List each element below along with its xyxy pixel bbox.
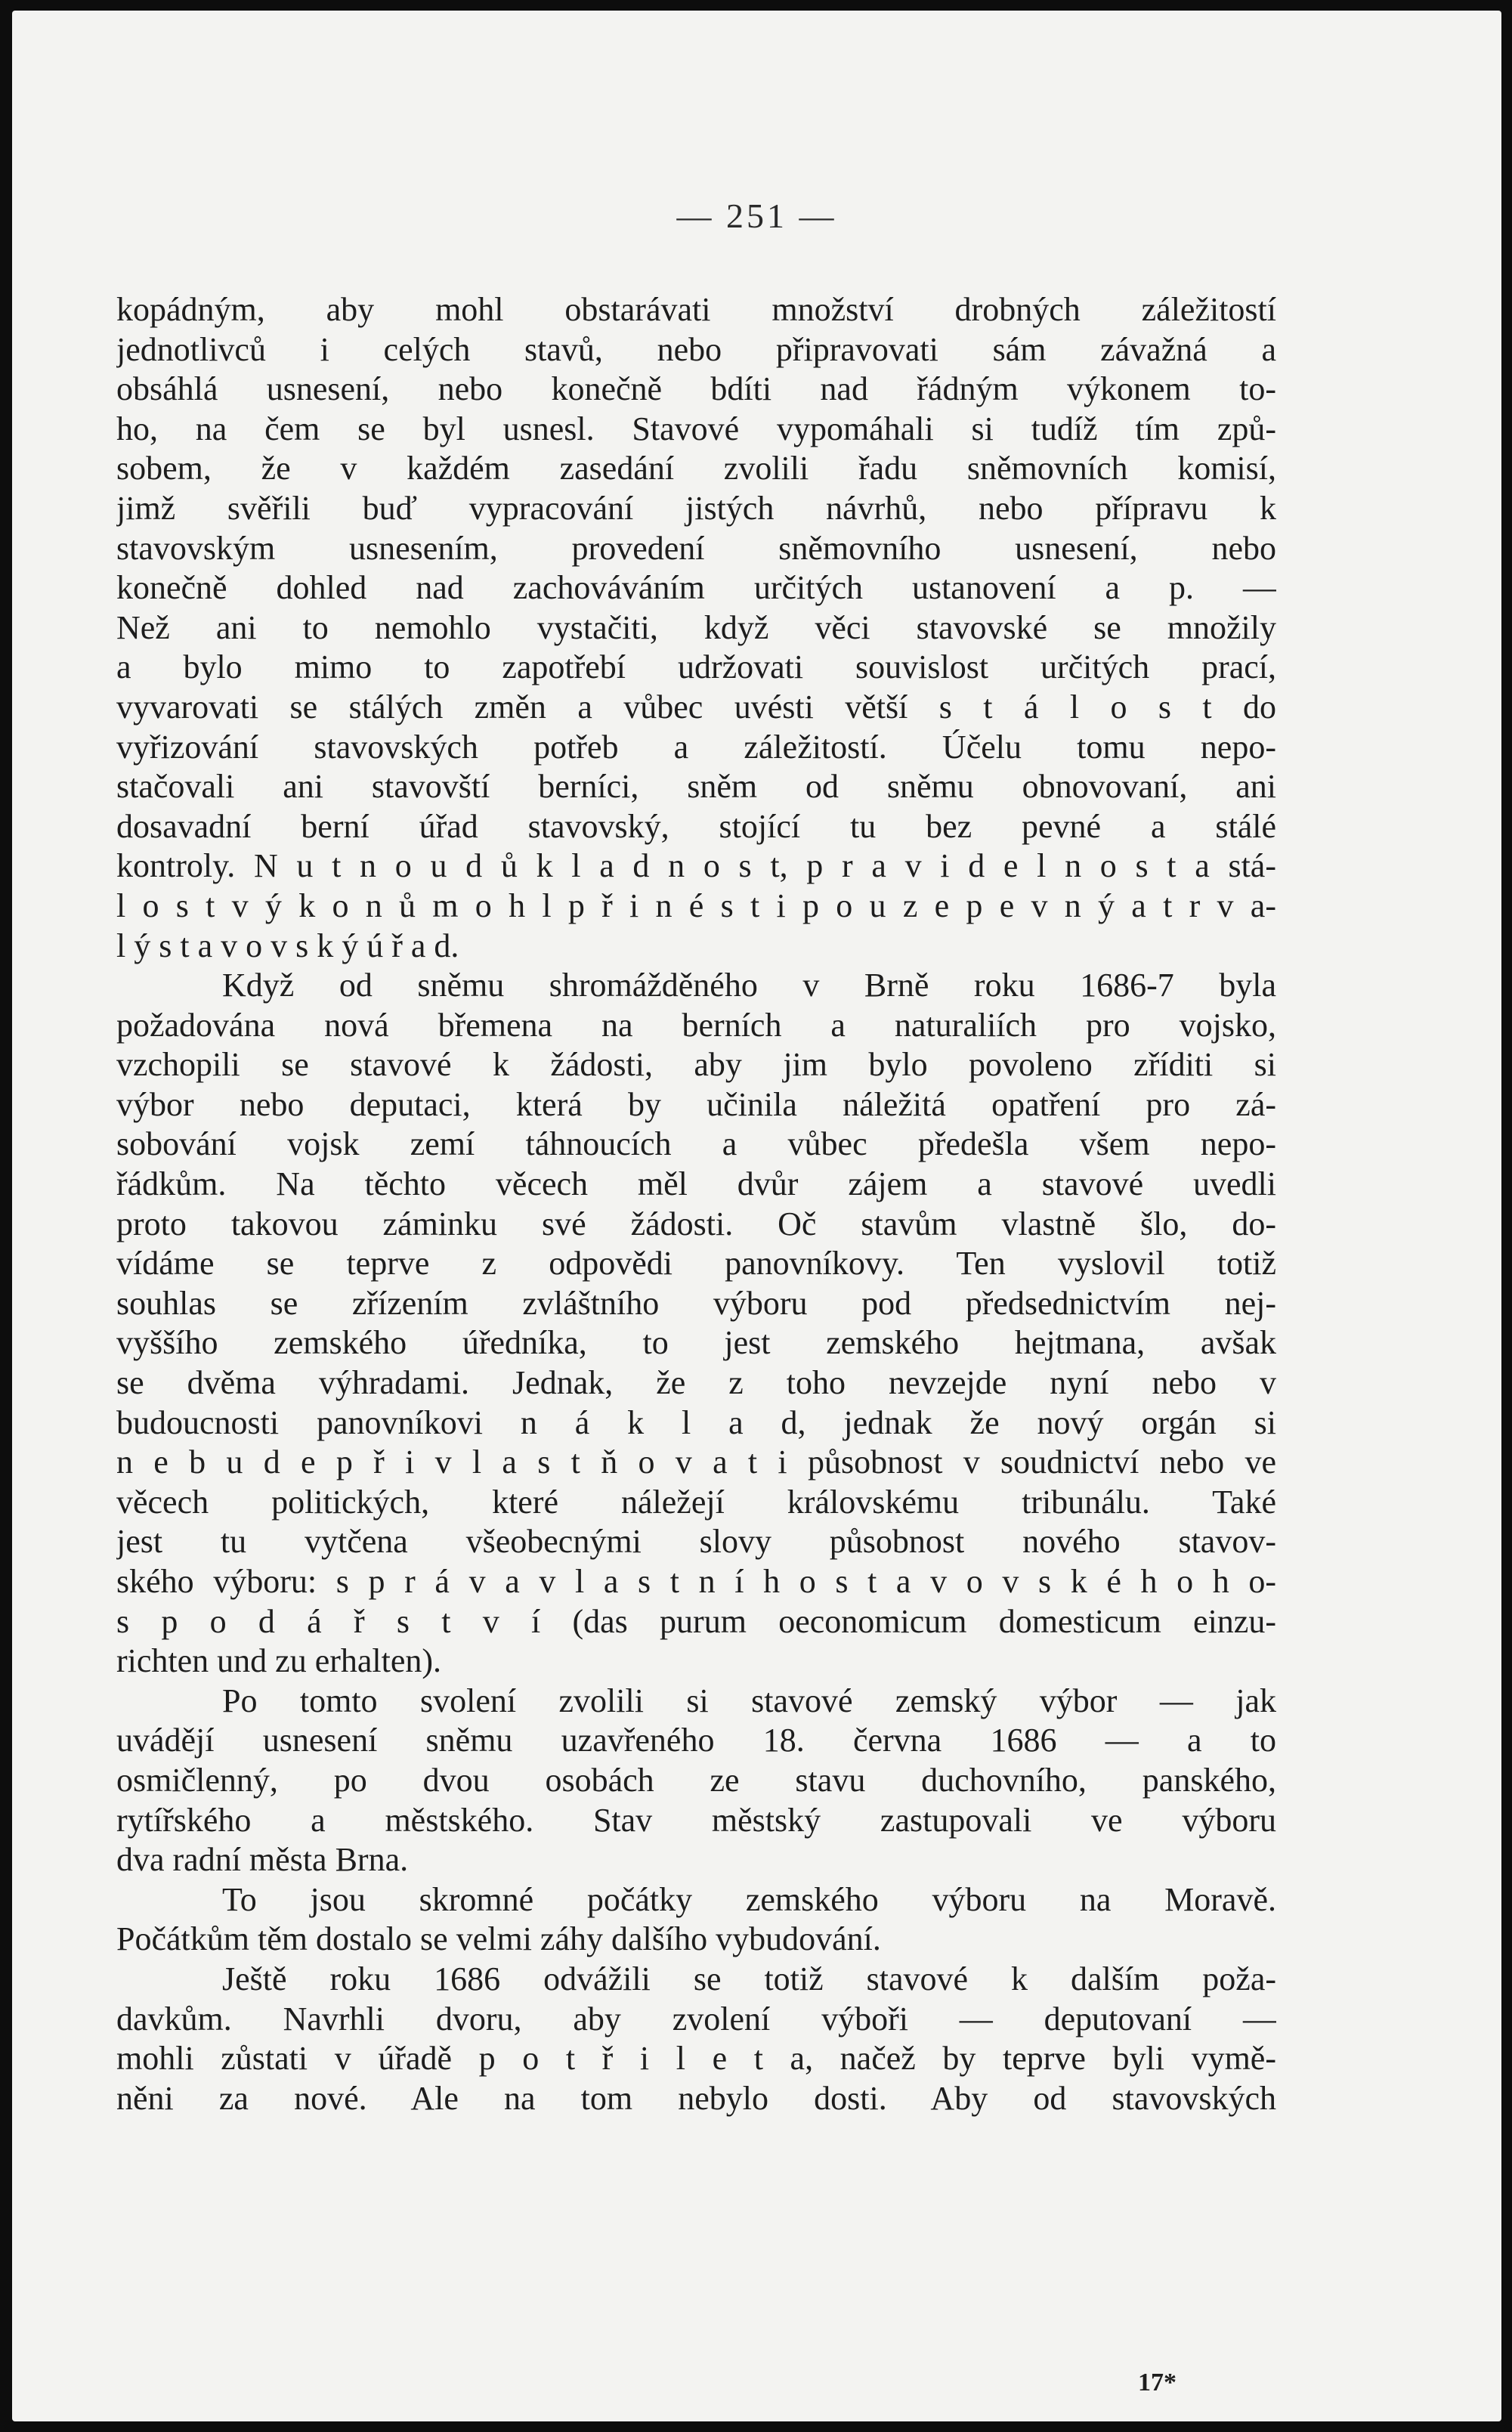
text-line: kopádným, aby mohl obstarávati množství drobných záležitostí [116,291,1276,328]
text-line: jednotlivců i celých stavů, nebo připravovati sám závažná a [116,330,1276,368]
text-line: kontroly. N u t n o u d ů k l a d n o s t, p r a v i d e l n o s t a stá- [116,847,1276,885]
text-line: To jsou skromné počátky zemského výboru na Moravě. [222,1880,1276,1918]
text-line: dosavadní berní úřad stavovský, stojící tu bez pevné a stálé [116,807,1276,845]
text-line: vyvarovati se stálých změn a vůbec uvésti větší s t á l o s t do [116,688,1276,726]
page-number: — 251 — [676,196,837,235]
text-line: Po tomto svolení zvolili si stavové zemský výbor — jak [222,1682,1276,1719]
text-line: vyššího zemského úředníka, to jest zemského hejtmana, avšak [116,1324,1276,1362]
text-line: a bylo mimo to zapotřebí udržovati souvislost určitých prací, [116,648,1276,686]
text-line: stavovským usnesením, provedení sněmovního usnesení, nebo [116,529,1276,567]
text-line: l ý s t a v o v s k ý ú ř a d. [116,927,459,964]
text-line: stačovali ani stavovští berníci, sněm od sněmu obnovovaní, ani [116,768,1276,806]
book-page [12,11,1501,2421]
text-line: ho, na čem se byl usnesl. Stavové vypomáhali si tudíž tím způ- [116,410,1276,447]
text-line: vyřizování stavovských potřeb a záležitostí. Účelu tomu nepo- [116,728,1276,766]
text-line: věcech politických, které náležejí královskému tribunálu. Také [116,1483,1276,1521]
text-line: sobem, že v každém zasedání zvolili řadu sněmovních komisí, [116,450,1276,487]
text-line: řádkům. Na těchto věcech měl dvůr zájem a stavové uvedli [116,1165,1276,1203]
text-line: Když od sněmu shromážděného v Brně roku 1686-7 byla [222,967,1276,1004]
text-line: něni za nové. Ale na tom nebylo dosti. Aby od stavovských [116,2079,1276,2117]
text-line: davkům. Navrhli dvoru, aby zvolení výboři — deputovaní — [116,2000,1276,2037]
text-line: vídáme se teprve z odpovědi panovníkovy. Ten vyslovil totiž [116,1245,1276,1283]
text-line: se dvěma výhradami. Jednak, že z toho nevzejde nyní nebo v [116,1364,1276,1402]
text-line: požadována nová břemena na berních a naturaliích pro vojsko, [116,1006,1276,1044]
text-line: Než ani to nemohlo vystačiti, když věci stavovské se množily [116,608,1276,646]
text-line: výbor nebo deputaci, která by učinila náležitá opatření pro zá- [116,1085,1276,1123]
text-line: souhlas se zřízením zvláštního výboru pod předsednictvím nej- [116,1284,1276,1322]
text-line: konečně dohled nad zachováváním určitých ustanovení a p. — [116,569,1276,607]
text-line: s p o d á ř s t v í (das purum oeconomicum domesticum einzu- [116,1602,1276,1640]
text-line: n e b u d e p ř i v l a s t ň o v a t i působnost v soudnictví nebo ve [116,1443,1276,1481]
text-line: richten und zu erhalten). [116,1642,442,1680]
text-line: obsáhlá usnesení, nebo konečně bdíti nad řádným výkonem to- [116,370,1276,408]
text-line: dva radní města Brna. [116,1841,409,1879]
text-line: budoucnosti panovníkovi n á k l a d, jednak že nový orgán si [116,1403,1276,1441]
signature-mark: 17* [1138,2369,1177,2396]
text-line: sobování vojsk zemí táhnoucích a vůbec předešla všem nepo- [116,1125,1276,1163]
text-line: proto takovou záminku své žádosti. Oč stavům vlastně šlo, do- [116,1205,1276,1242]
text-line: jest tu vytčena všeobecnými slovy působnost nového stavov- [116,1523,1276,1561]
text-line: mohli zůstati v úřadě p o t ř i l e t a, načež by teprve byli vymě- [116,2040,1276,2078]
body-text [116,290,1276,2118]
text-line: Počátkům těm dostalo se velmi záhy dalšího vybudování. [116,1920,881,1958]
text-line: rytířského a městského. Stav městský zastupovali ve výboru [116,1801,1276,1839]
text-line: vzchopili se stavové k žádosti, aby jim bylo povoleno zříditi si [116,1046,1276,1084]
text-line: osmičlenný, po dvou osobách ze stavu duchovního, panského, [116,1761,1276,1799]
text-line: l o s t v ý k o n ů m o h l p ř i n é s t i p o u z e p e v n ý a t r v a- [116,886,1276,924]
text-line: ského výboru: s p r á v a v l a s t n í h o s t a v o v s k é h o h o- [116,1563,1276,1600]
text-line: jimž svěřili buď vypracování jistých návrhů, nebo přípravu k [116,489,1276,527]
text-line: Ještě roku 1686 odvážili se totiž stavové k dalším poža- [222,1960,1276,1997]
text-line: uvádějí usnesení sněmu uzavřeného 18. června 1686 — a to [116,1722,1276,1759]
